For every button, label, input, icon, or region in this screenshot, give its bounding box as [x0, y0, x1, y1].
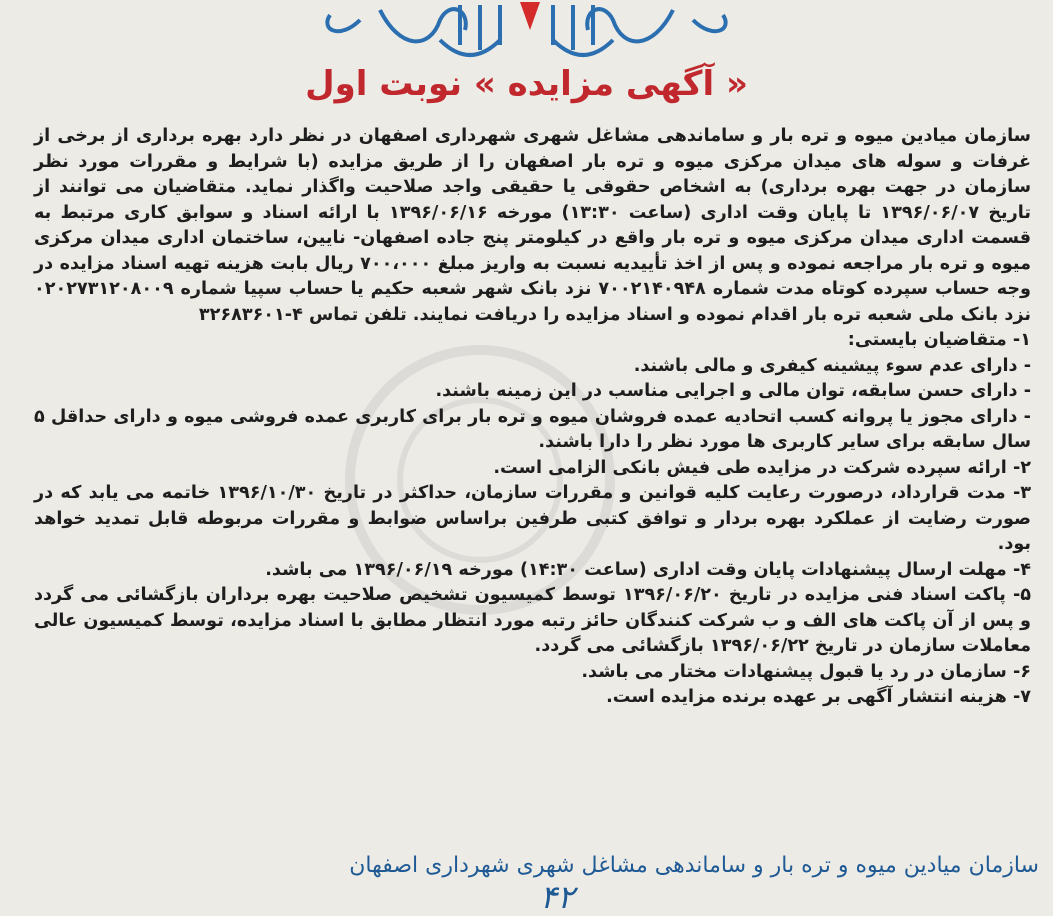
- handwritten-mark: ۴۲: [540, 878, 575, 916]
- clause-7: ۷- هزینه انتشار آگهی بر عهده برنده مزایده است.: [606, 687, 1031, 707]
- organization-signature: سازمان میادین میوه و تره بار و ساماندهی مشاغل شهری شهرداری اصفهان: [349, 853, 1039, 878]
- clause-3: ۳- مدت قرارداد، درصورت رعایت کلیه قوانین و مقررات سازمان، حداکثر در تاریخ ۱۳۹۶/۱۰/۳۰ خاتمه می یابد که در صورت رضایت از عملکرد بهره بردار و توافق کتبی طرفین براساس ضوابط و مقررات مربوطه قابل تمدید خواهد بود.: [34, 483, 1031, 554]
- clause-1: ۱- متقاضیان بایستی:: [847, 330, 1031, 350]
- page-title: « آگهی مزایده » نوبت اول: [305, 64, 748, 104]
- intro-paragraph: سازمان میادین میوه و تره بار و ساماندهی مشاغل شهری شهرداری اصفهان در نظر دارد بهره برداری از برخی از غرفات و سوله های میدان مرکزی میوه و تره بار اصفهان را از طریق مزایده (با شرایط و مقررات مورد نظر سازمان در جهت بهره برداری) به اشخاص حقوقی یا حقیقی واجد صلاحیت واگذار نماید. متقاضیان می توانند از تاریخ ۱۳۹۶/۰۶/۰۷ تا پایان وقت اداری (ساعت ۱۳:۳۰) مورخه ۱۳۹۶/۰۶/۱۶ با ارائه اسناد و سوابق کاری مرتبط به قسمت اداری میدان مرکزی میوه و تره بار واقع در کیلومتر پنج جاده اصفهان- نایین، ساختمان اداری میدان مرکزی میوه و تره بار مراجعه نموده و پس از اخذ تأییدیه نسبت به واریز مبلغ ۷۰۰،۰۰۰ ریال بابت هزینه تهیه اسناد مزایده در وجه حساب سپرده کوتاه مدت شماره ۷۰۰۲۱۴۰۹۴۸ نزد بانک شهر شعبه حکیم یا حساب سپیا شماره ۰۲۰۲۷۳۱۲۰۸۰۰۹ نزد بانک ملی شعبه تره بار اقدام نموده و اسناد مزایده را دریافت نمایند. تلفن تماس ۴-۳۲۶۸۳۶۰۱: [34, 126, 1031, 325]
- clause-1-item-a: - دارای عدم سوء پیشینه کیفری و مالی باشند.: [633, 355, 1031, 376]
- clause-2: ۲- ارائه سپرده شرکت در مزایده طی فیش بانکی الزامی است.: [493, 457, 1031, 478]
- clause-6: ۶- سازمان در رد یا قبول پیشنهادات مختار می باشد.: [581, 661, 1031, 682]
- clause-1-item-c: - دارای مجوز یا پروانه کسب اتحادیه عمده فروشان میوه و تره بار برای کاربری عمده فروشی میوه و دارای حداقل ۵ سال سابقه برای سایر کاربری ها مورد نظر را دارا باشند.: [34, 406, 1031, 452]
- clause-4: ۴- مهلت ارسال پیشنهادات پایان وقت اداری (ساعت ۱۴:۳۰) مورخه ۱۳۹۶/۰۶/۱۹ می باشد.: [265, 559, 1031, 580]
- clause-1-item-b: - دارای حسن سابقه، توان مالی و اجرایی مناسب در این زمینه باشند.: [435, 381, 1031, 401]
- advertisement-body: [34, 124, 1031, 711]
- decorative-emblem-icon: [0, 0, 1053, 70]
- clause-5: ۵- پاکت اسناد فنی مزایده در تاریخ ۱۳۹۶/۰۶/۲۰ توسط کمیسیون تشخیص صلاحیت بهره برداران بازگشائی می گردد و پس از آن پاکت های الف و ب شرکت کنندگان حائز رتبه مورد انتظار مطابق با اسناد مزایده، توسط کمیسیون عالی معاملات سازمان در تاریخ ۱۳۹۶/۰۶/۲۲ بازگشائی می گردد.: [34, 585, 1031, 656]
